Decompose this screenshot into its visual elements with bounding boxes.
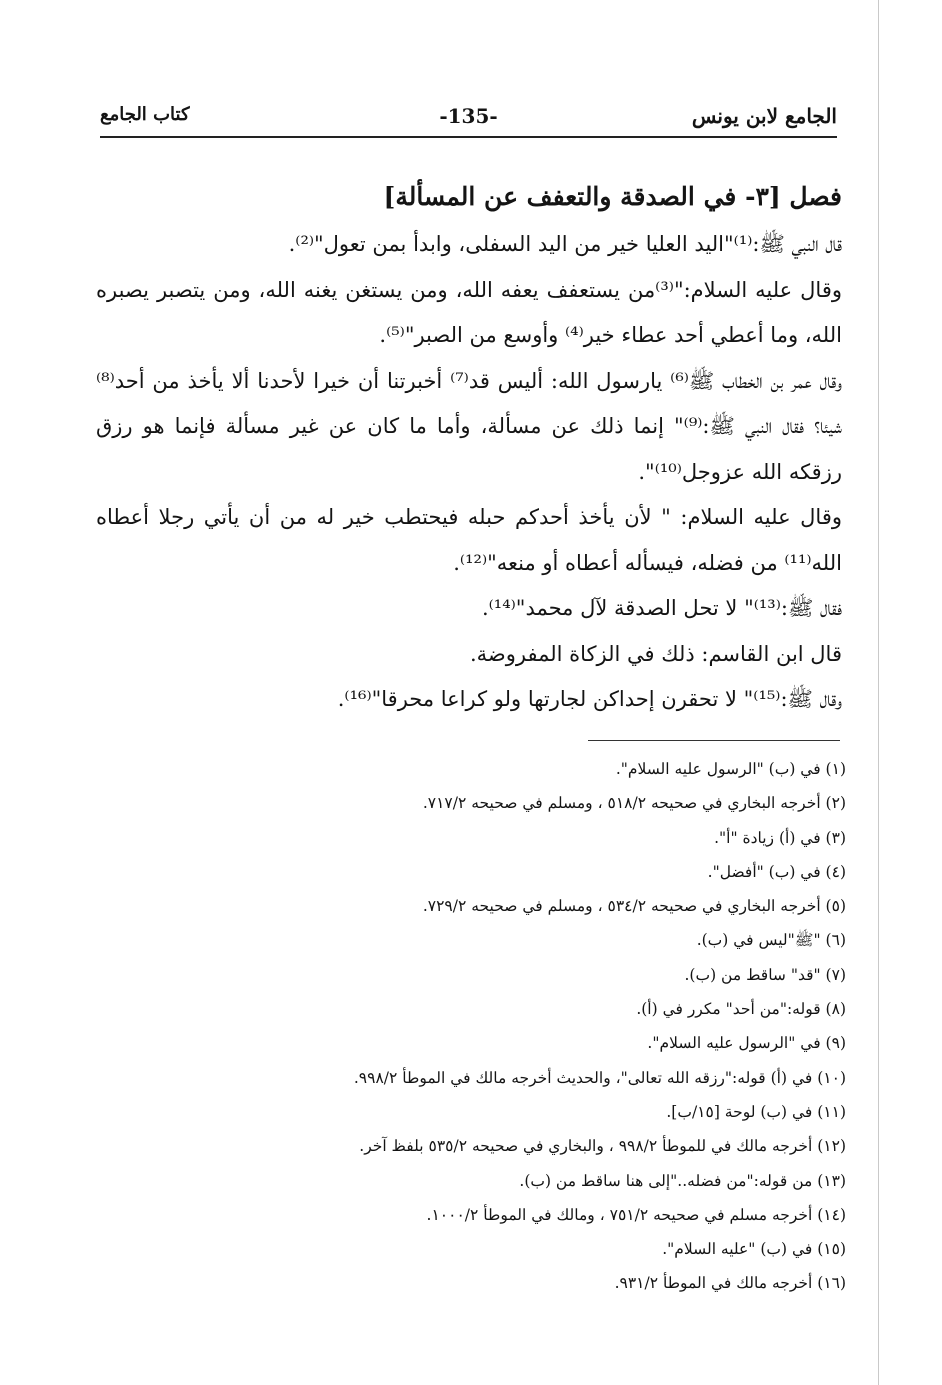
page-number: -135- xyxy=(439,104,498,128)
book-title: الجامع لابن يونس xyxy=(691,104,837,128)
footnote: (١٤) أخرجه مسلم في صحيحه ٧٥١/٢ ، ومالك في الموطأ ١٠٠٠/٢. xyxy=(426,1205,846,1224)
footnote: (١٣) من قوله:"من فضله.."إلى هنا ساقط من (ب). xyxy=(519,1171,846,1190)
section-title: فصل [٣- في الصدقة والتعفف عن المسألة] xyxy=(383,182,842,211)
footnote: (٥) أخرجه البخاري في صحيحه ٥٣٤/٢ ، ومسلم في صحيحه ٧٢٩/٢. xyxy=(422,897,846,916)
footnote: (١٦) أخرجه مالك في الموطأ ٩٣١/٢. xyxy=(614,1274,846,1293)
footnote: (١٥) في (ب) "عليه السلام". xyxy=(662,1240,846,1259)
footnote: (١٢) أخرجه مالك في للموطأ ٩٩٨/٢ ، والبخاري في صحيحه ٥٣٥/٢ بلفظ آخر. xyxy=(359,1137,846,1156)
footnote: (٣) في (أ) زيادة "أ". xyxy=(714,828,846,847)
main-text xyxy=(96,172,842,723)
header-rule xyxy=(100,136,837,138)
running-header xyxy=(100,104,837,134)
footnote: (٩) في "الرسول عليه السلام". xyxy=(647,1034,846,1053)
footnote: (٦) "ﷺ"ليس في (ب). xyxy=(696,931,846,950)
paragraph-4: وقال عليه السلام: " لأن يأخذ أحدكم حبله فيحتطب خير له من أن يأتي رجلا أعطاه الله⁽¹¹⁾ من فضله، فيسأله أعطاه أو منعه"⁽¹²⁾. xyxy=(96,505,842,575)
footnote: (١) في (ب) "الرسول عليه السلام". xyxy=(615,760,846,778)
footnote: (٨) قوله:"من أحد" مكرر في (أ). xyxy=(636,1000,846,1019)
paragraph-2: وقال عليه السلام:"⁽³⁾من يستعفف يعفه الله، ومن يستغن يغنه الله، ومن يتصبر يصبره الله، وما أعطي أحد عطاء خير⁽⁴⁾ وأوسع من الصبر"⁽⁵⁾. xyxy=(96,277,843,347)
paragraph-1: قال النبي ﷺ:⁽¹⁾"اليد العليا خير من اليد السفلى، وابدأ بمن تعول"⁽²⁾. xyxy=(288,232,842,256)
page-edge-line xyxy=(878,0,879,1385)
section-name: كتاب الجامع xyxy=(100,104,190,125)
footnote: (٢) أخرجه البخاري في صحيحه ٥١٨/٢ ، ومسلم في صحيحه ٧١٧/٢. xyxy=(422,794,846,813)
paragraph-5: فقال ﷺ:⁽¹³⁾" لا تحل الصدقة لآل محمد"⁽¹⁴⁾. xyxy=(481,596,842,620)
footnote: (١١) في (ب) لوحة [١٥/ب]. xyxy=(666,1102,846,1121)
paragraph-6: قال ابن القاسم: ذلك في الزكاة المفروضة. xyxy=(469,641,842,666)
footnote: (٤) في (ب) "أفضل". xyxy=(707,862,846,881)
paragraph-7: وقال ﷺ:⁽¹⁵⁾" لا تحقرن إحداكن لجارتها ولو كراعا محرقا"⁽¹⁶⁾. xyxy=(337,687,842,711)
paragraph-3: وقال عمر بن الخطاب ﷺ⁽⁶⁾ يارسول الله: أليس قد⁽⁷⁾ أخبرتنا أن خيرا لأحدنا ألا يأخذ من أحد⁽⁸⁾ شيئا؟ فقال النبي ﷺ:⁽⁹⁾" إنما ذلك عن مسألة، وأما ما كان عن غير مسألة فإنما هو رزق رزقكه الله عزوجل⁽¹⁰⁾". xyxy=(96,368,843,484)
footnote: (٧) "قد" ساقط من (ب). xyxy=(684,965,846,984)
footnote: (١٠) في (أ) قوله:"رزقه الله تعالى"، والحديث أخرجه مالك في الموطأ ٩٩٨/٢. xyxy=(353,1068,846,1087)
footnotes-list xyxy=(200,752,846,1301)
footnote-separator xyxy=(588,740,840,741)
